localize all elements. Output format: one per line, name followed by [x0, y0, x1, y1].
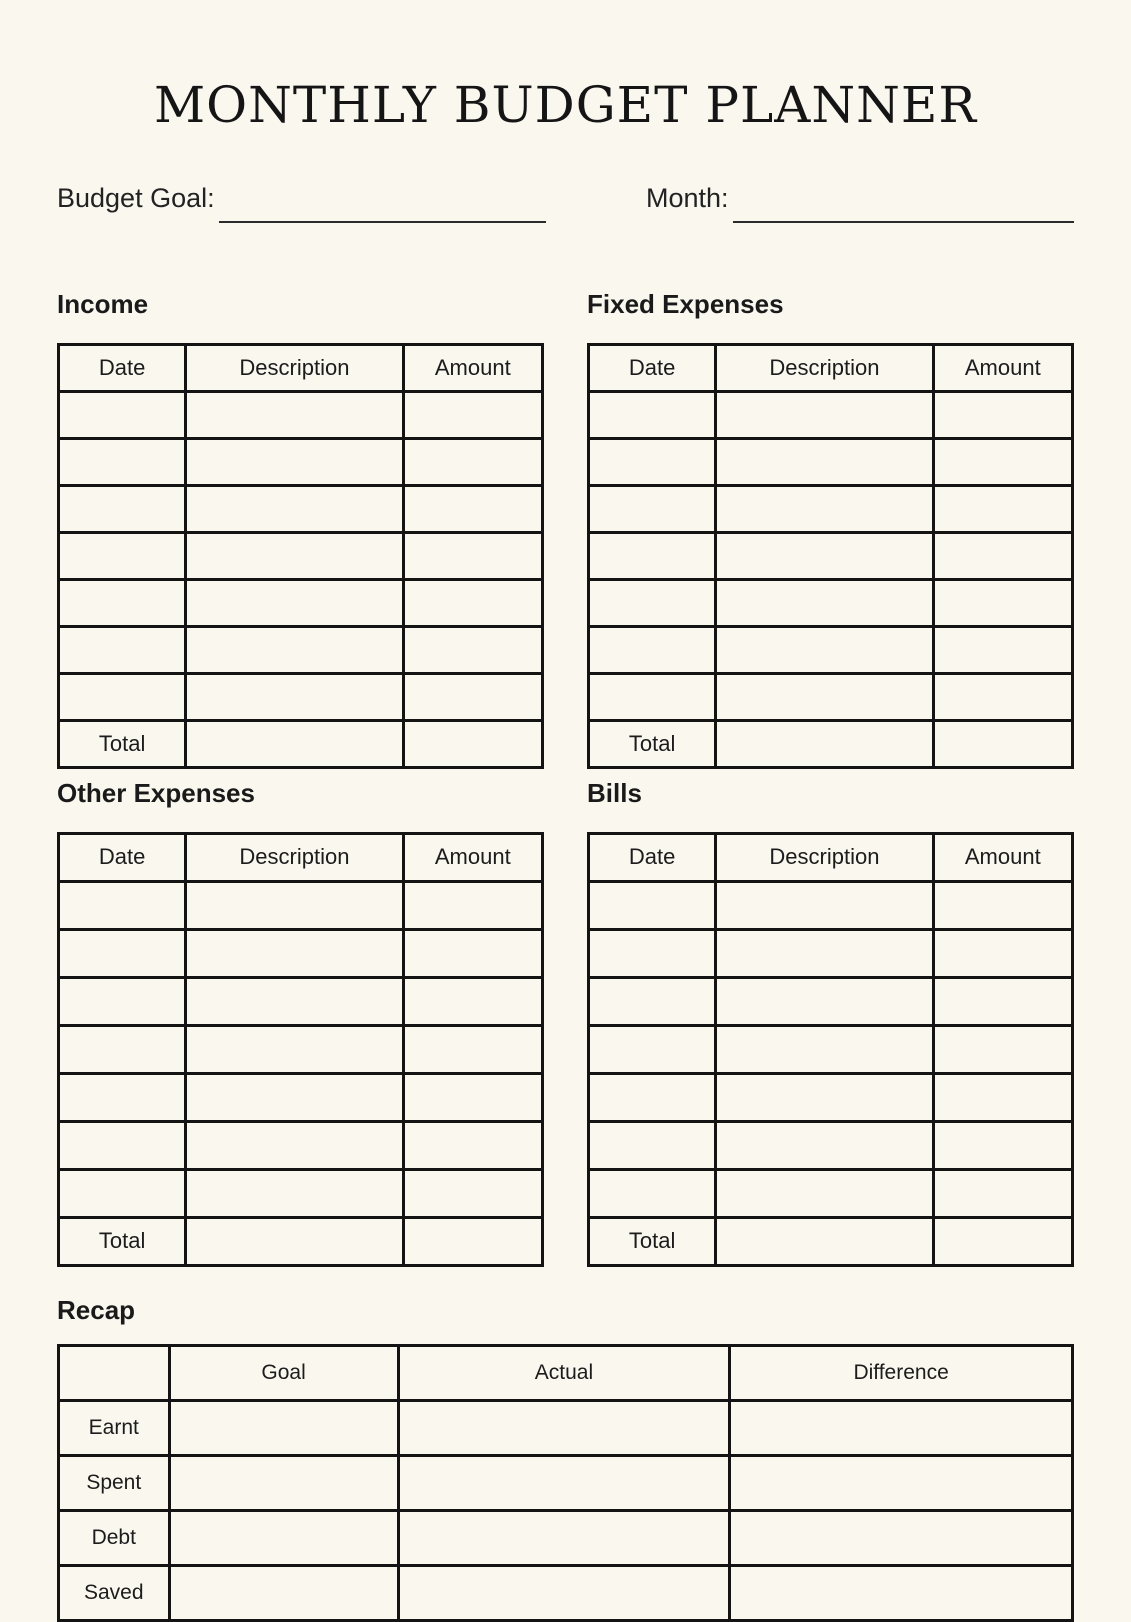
description-column-header: Description: [186, 344, 403, 391]
income-total-label: Total: [59, 720, 186, 767]
income-entry-row: [59, 579, 543, 626]
amount-cell[interactable]: [933, 1169, 1072, 1217]
amount-cell[interactable]: [933, 485, 1072, 532]
fixed-expenses-entry-row: [589, 532, 1073, 579]
date-cell[interactable]: [589, 1073, 716, 1121]
fixed-expenses-entry-row: [589, 485, 1073, 532]
bills-total-label: Total: [589, 1217, 716, 1265]
fixed-expenses-total-amount-cell[interactable]: [933, 720, 1072, 767]
amount-cell[interactable]: [403, 438, 542, 485]
amount-cell[interactable]: [933, 1121, 1072, 1169]
amount-cell[interactable]: [403, 626, 542, 673]
saved-actual-cell[interactable]: [398, 1565, 730, 1620]
income-entry-row: [59, 626, 543, 673]
date-cell[interactable]: [589, 1025, 716, 1073]
date-column-header: Date: [589, 344, 716, 391]
page-title: MONTHLY BUDGET PLANNER: [153, 76, 978, 134]
bills-entry-row: [589, 1073, 1073, 1121]
amount-cell[interactable]: [403, 1121, 542, 1169]
bills-entry-row: [589, 1121, 1073, 1169]
fixed-expenses-total-row: [589, 720, 1073, 767]
recap-section-title: Recap: [57, 1294, 136, 1325]
date-cell[interactable]: [589, 579, 716, 626]
fixed-expenses-total-label: Total: [589, 720, 716, 767]
budget-goal-input-line[interactable]: [219, 183, 546, 223]
date-cell[interactable]: [59, 929, 186, 977]
budget-goal-field: [57, 183, 546, 223]
recap-table: [57, 1344, 1074, 1622]
date-column-header: Date: [59, 833, 186, 881]
debt-difference-cell[interactable]: [730, 1510, 1073, 1565]
amount-cell[interactable]: [403, 485, 542, 532]
description-cell[interactable]: [716, 438, 933, 485]
description-cell[interactable]: [716, 532, 933, 579]
recap-debt-row: [59, 1510, 1073, 1565]
income-total-description-cell[interactable]: [186, 720, 403, 767]
spent-goal-cell[interactable]: [169, 1455, 398, 1510]
amount-cell[interactable]: [933, 391, 1072, 438]
amount-cell[interactable]: [933, 438, 1072, 485]
description-column-header: Description: [186, 833, 403, 881]
amount-cell[interactable]: [933, 579, 1072, 626]
description-cell[interactable]: [186, 1169, 403, 1217]
amount-cell[interactable]: [403, 1073, 542, 1121]
amount-column-header: Amount: [403, 344, 542, 391]
amount-column-header: Amount: [933, 344, 1072, 391]
fixed-expenses-section-title: Fixed Expenses: [587, 289, 784, 319]
income-section-title: Income: [57, 289, 149, 319]
amount-cell[interactable]: [933, 977, 1072, 1025]
amount-cell[interactable]: [403, 881, 542, 929]
description-cell[interactable]: [716, 626, 933, 673]
other-expenses-total-label: Total: [59, 1217, 186, 1265]
amount-cell[interactable]: [403, 673, 542, 720]
amount-column-header: Amount: [403, 833, 542, 881]
date-cell[interactable]: [589, 485, 716, 532]
fixed-expenses-total-description-cell[interactable]: [716, 720, 933, 767]
income-total-row: [59, 720, 543, 767]
bills-header-row: [589, 833, 1073, 881]
fixed-expenses-table: [587, 343, 1074, 769]
description-cell[interactable]: [716, 579, 933, 626]
date-cell[interactable]: [59, 977, 186, 1025]
earnt-difference-cell[interactable]: [730, 1400, 1073, 1455]
other-expenses-entry-row: [59, 977, 543, 1025]
earnt-row-label: Earnt: [59, 1400, 170, 1455]
amount-cell[interactable]: [933, 1025, 1072, 1073]
saved-difference-cell[interactable]: [730, 1565, 1073, 1620]
fixed-expenses-entry-row: [589, 579, 1073, 626]
income-entry-row: [59, 532, 543, 579]
description-cell[interactable]: [186, 1025, 403, 1073]
budget-goal-label: Budget Goal:: [57, 183, 215, 213]
fixed-expenses-entry-row: [589, 438, 1073, 485]
amount-cell[interactable]: [403, 1169, 542, 1217]
amount-cell[interactable]: [403, 929, 542, 977]
description-cell[interactable]: [716, 929, 933, 977]
date-cell[interactable]: [589, 626, 716, 673]
description-cell[interactable]: [716, 673, 933, 720]
section-other-expenses: [57, 779, 544, 1267]
date-cell[interactable]: [59, 881, 186, 929]
bills-entry-row: [589, 1169, 1073, 1217]
other-expenses-total-description-cell[interactable]: [186, 1217, 403, 1265]
month-field: [646, 183, 1074, 223]
recap-spent-row: [59, 1455, 1073, 1510]
date-cell[interactable]: [59, 579, 186, 626]
other-expenses-entry-row: [59, 1025, 543, 1073]
saved-goal-cell[interactable]: [169, 1565, 398, 1620]
fixed-expenses-header-row: [589, 344, 1073, 391]
date-column-header: Date: [59, 344, 186, 391]
description-cell[interactable]: [716, 1025, 933, 1073]
date-cell[interactable]: [589, 1121, 716, 1169]
amount-cell[interactable]: [933, 673, 1072, 720]
amount-cell[interactable]: [403, 391, 542, 438]
other-expenses-total-amount-cell[interactable]: [403, 1217, 542, 1265]
date-cell[interactable]: [59, 1169, 186, 1217]
date-cell[interactable]: [59, 485, 186, 532]
description-cell[interactable]: [186, 673, 403, 720]
description-cell[interactable]: [716, 391, 933, 438]
other-expenses-table: [57, 832, 544, 1267]
fill-in-fields-row: [57, 183, 1074, 223]
description-cell[interactable]: [186, 626, 403, 673]
earnt-goal-cell[interactable]: [169, 1400, 398, 1455]
date-cell[interactable]: [59, 391, 186, 438]
description-cell[interactable]: [186, 391, 403, 438]
date-cell[interactable]: [589, 673, 716, 720]
description-cell[interactable]: [716, 1073, 933, 1121]
debt-actual-cell[interactable]: [398, 1510, 730, 1565]
description-cell[interactable]: [186, 1073, 403, 1121]
recap-header-row: [59, 1345, 1073, 1400]
description-cell[interactable]: [186, 579, 403, 626]
tables-grid: [57, 290, 1074, 1267]
recap-earnt-row: [59, 1400, 1073, 1455]
income-entry-row: [59, 485, 543, 532]
bills-total-amount-cell[interactable]: [933, 1217, 1072, 1265]
bills-entry-row: [589, 977, 1073, 1025]
earnt-actual-cell[interactable]: [398, 1400, 730, 1455]
date-column-header: Date: [589, 833, 716, 881]
date-cell[interactable]: [59, 532, 186, 579]
section-fixed-expenses: [587, 290, 1074, 769]
other-expenses-entry-row: [59, 1121, 543, 1169]
amount-cell[interactable]: [403, 532, 542, 579]
debt-goal-cell[interactable]: [169, 1510, 398, 1565]
amount-cell[interactable]: [933, 881, 1072, 929]
income-entry-row: [59, 391, 543, 438]
month-label: Month:: [646, 183, 729, 213]
other-expenses-header-row: [59, 833, 543, 881]
income-header-row: [59, 344, 543, 391]
fixed-expenses-entry-row: [589, 391, 1073, 438]
recap-saved-row: [59, 1565, 1073, 1620]
bills-total-description-cell[interactable]: [716, 1217, 933, 1265]
description-cell[interactable]: [186, 438, 403, 485]
other-expenses-entry-row: [59, 1169, 543, 1217]
amount-cell[interactable]: [933, 929, 1072, 977]
date-cell[interactable]: [59, 438, 186, 485]
bills-table: [587, 832, 1074, 1267]
description-column-header: Description: [716, 833, 933, 881]
fixed-expenses-entry-row: [589, 626, 1073, 673]
section-bills: [587, 779, 1074, 1267]
other-expenses-entry-row: [59, 929, 543, 977]
other-expenses-entry-row: [59, 881, 543, 929]
income-total-amount-cell[interactable]: [403, 720, 542, 767]
bills-section-title: Bills: [587, 777, 642, 808]
bills-entry-row: [589, 1025, 1073, 1073]
date-cell[interactable]: [59, 1073, 186, 1121]
date-cell[interactable]: [589, 1169, 716, 1217]
description-cell[interactable]: [186, 532, 403, 579]
date-cell[interactable]: [589, 438, 716, 485]
description-cell[interactable]: [716, 485, 933, 532]
actual-column-header: Actual: [398, 1345, 730, 1400]
amount-cell[interactable]: [933, 532, 1072, 579]
amount-cell[interactable]: [933, 626, 1072, 673]
date-cell[interactable]: [589, 391, 716, 438]
spent-row-label: Spent: [59, 1455, 170, 1510]
bills-entry-row: [589, 881, 1073, 929]
date-cell[interactable]: [59, 673, 186, 720]
amount-cell[interactable]: [403, 579, 542, 626]
income-entry-row: [59, 438, 543, 485]
amount-cell[interactable]: [933, 1073, 1072, 1121]
date-cell[interactable]: [589, 532, 716, 579]
recap-empty-corner-cell: [59, 1345, 170, 1400]
goal-column-header: Goal: [169, 1345, 398, 1400]
spent-actual-cell[interactable]: [398, 1455, 730, 1510]
section-income: [57, 290, 544, 769]
description-cell[interactable]: [716, 881, 933, 929]
section-recap: [57, 1296, 1074, 1622]
description-cell[interactable]: [186, 485, 403, 532]
other-expenses-section-title: Other Expenses: [57, 777, 255, 808]
description-cell[interactable]: [716, 1121, 933, 1169]
date-cell[interactable]: [59, 1025, 186, 1073]
date-cell[interactable]: [589, 929, 716, 977]
debt-row-label: Debt: [59, 1510, 170, 1565]
description-cell[interactable]: [186, 977, 403, 1025]
bills-entry-row: [589, 929, 1073, 977]
description-cell[interactable]: [186, 1121, 403, 1169]
amount-column-header: Amount: [933, 833, 1072, 881]
date-cell[interactable]: [589, 977, 716, 1025]
amount-cell[interactable]: [403, 977, 542, 1025]
spent-difference-cell[interactable]: [730, 1455, 1073, 1510]
description-cell[interactable]: [716, 1169, 933, 1217]
date-cell[interactable]: [59, 1121, 186, 1169]
date-cell[interactable]: [589, 881, 716, 929]
saved-row-label: Saved: [59, 1565, 170, 1620]
other-expenses-entry-row: [59, 1073, 543, 1121]
bills-total-row: [589, 1217, 1073, 1265]
income-table: [57, 343, 544, 769]
description-column-header: Description: [716, 344, 933, 391]
description-cell[interactable]: [186, 881, 403, 929]
other-expenses-total-row: [59, 1217, 543, 1265]
month-input-line[interactable]: [733, 183, 1074, 223]
date-cell[interactable]: [59, 626, 186, 673]
description-cell[interactable]: [716, 977, 933, 1025]
income-entry-row: [59, 673, 543, 720]
description-cell[interactable]: [186, 929, 403, 977]
amount-cell[interactable]: [403, 1025, 542, 1073]
fixed-expenses-entry-row: [589, 673, 1073, 720]
difference-column-header: Difference: [730, 1345, 1073, 1400]
